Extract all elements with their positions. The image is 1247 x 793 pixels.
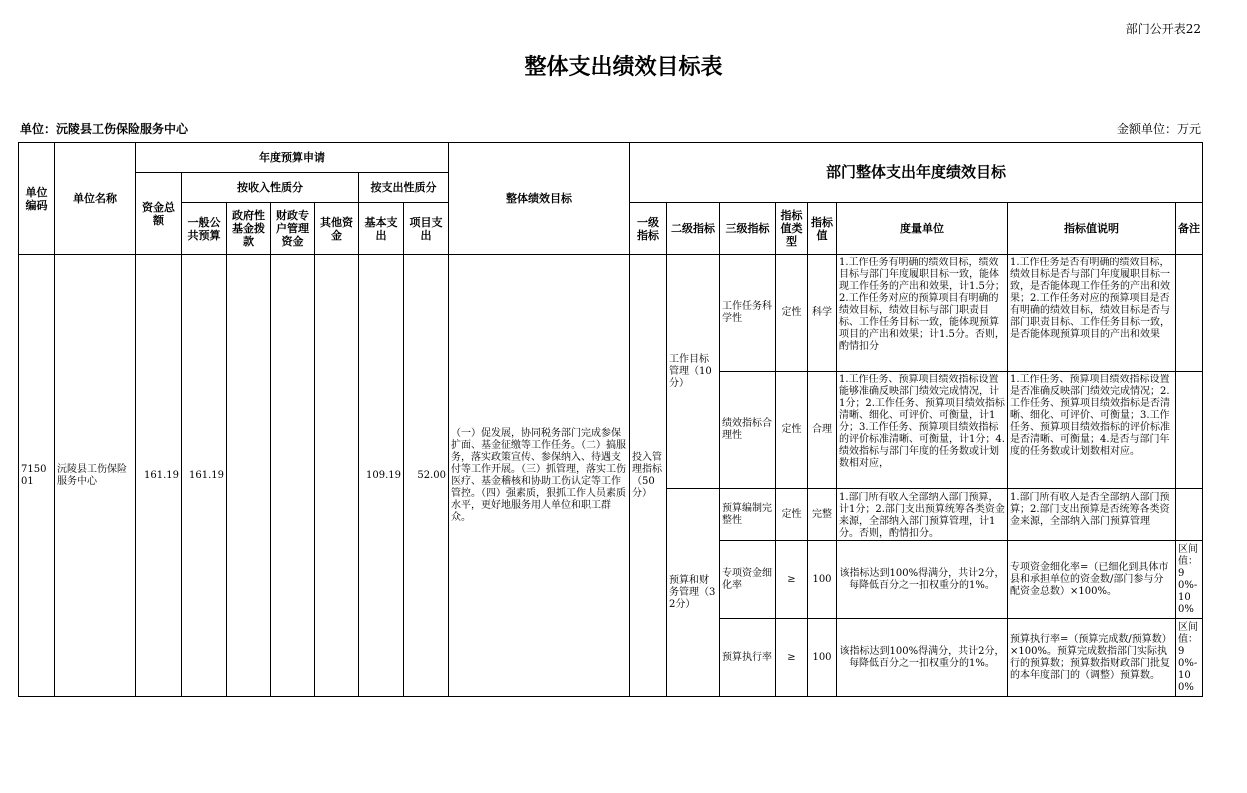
remark-cell [1176,372,1203,489]
measure-cell [837,255,1008,372]
level3-cell: 工作任务科学性 [720,255,776,372]
header-overall-goal: 整体绩效目标 [449,143,630,255]
gov-fund-cell [227,255,271,697]
unit-name-cell: 沅陵县工伤保险服务中心 [55,255,136,697]
header-measure-unit: 度量单位 [837,203,1008,255]
value-type-cell: 定性 [776,489,808,541]
page-number-label: 部门公开表22 [1125,22,1201,36]
measure-text: 1.工作任务有明确的绩效目标，绩效目标与部门年度履职目标一致，能体现工作任务的产出和效果，计1.5分；2.工作任务对应的预算项目有明确的绩效目标，绩效目标与部门职责目标、工作任务目标一致，能体现预算项目的产出和效果；计1.5分。否则，酌情扣分 [839,257,1005,352]
header-unit-name: 单位名称 [55,143,136,255]
measure-text: 1.工作任务、预算项目绩效指标设置能够准确反映部门绩效完成情况，计1分；2.工作任务、预算项目绩效指标清晰、细化、可评价、可衡量，计1分；3.工作任务、预算项目绩效指标的评价标准清晰、可衡量，计1分；4.绩效指标与部门年度的任务数或计划数相对应， [839,374,1005,469]
header-basic-expense: 基本支出 [359,203,404,255]
header-level3: 三级指标 [720,203,776,255]
header-special-fund: 财政专户管理资金 [271,203,315,255]
performance-table [18,142,1203,697]
level3-cell: 绩效指标合理性 [720,372,776,489]
header-by-income: 按收入性质分 [182,173,359,203]
special-fund-cell [271,255,315,697]
header-remark: 备注 [1176,203,1203,255]
header-level1: 一级指标 [630,203,667,255]
basic-expense-cell: 109.19 [359,255,404,697]
value-type-cell: 定性 [776,372,808,489]
level2-cell: 预算和财务管理（32分） [667,489,720,697]
header-gov-fund: 政府性基金拨款 [227,203,271,255]
header-value-desc: 指标值说明 [1008,203,1176,255]
value-desc-cell [1008,489,1176,541]
level3-cell: 预算编制完整性 [720,489,776,541]
header-level2: 二级指标 [667,203,720,255]
value-type-cell: 定性 [776,255,808,372]
value-cell: 合理 [808,372,837,489]
level3-cell: 预算执行率 [720,619,776,697]
value-desc-text: 1.部门所有收入是否全部纳入部门预算；2.部门支出预算是否统筹各类资金来源，全部纳入部门预算管理 [1010,491,1170,527]
value-desc-cell: 专项资金细化率=（已细化到具体市县和承担单位的资金数/部门参与分配资金总数）×100%。 [1008,541,1176,619]
remark-cell: 区间值：90%-100% [1176,541,1203,619]
value-desc-text: 1.工作任务是否有明确的绩效目标，绩效目标是否与部门年度履职目标一致，是否能体现工作任务的产出和效果；2.工作任务对应的预算项目是否有明确的绩效目标，绩效目标是否与部门职责目标、工作任务目标一致，是否能体现预算项目的产出和效果 [1010,257,1170,340]
level1-cell: 投入管理指标（50分） [630,255,667,697]
level2-cell: 工作目标管理（10分） [667,255,720,489]
value-desc-cell [1008,372,1176,489]
value-desc-cell: 预算执行率=（预算完成数/预算数）×100%。预算完成数指部门实际执行的预算数；预算数指财政部门批复的本年度部门的（调整）预算数。 [1008,619,1176,697]
value-cell: 100 [808,619,837,697]
amount-unit-label: 金额单位：万元 [1116,122,1201,136]
header-project-expense: 项目支出 [404,203,449,255]
remark-cell [1176,489,1203,541]
other-funds-cell [315,255,359,697]
value-desc-cell [1008,255,1176,372]
header-unit-code: 单位编码 [19,143,55,255]
measure-cell: 该指标达到100%得满分，共计2分，每降低百分之一扣权重分的1%。 [837,541,1008,619]
header-other-funds: 其他资金 [315,203,359,255]
value-desc-text: 1.工作任务、预算项目绩效指标设置是否准确反映部门绩效完成情况；2.工作任务、预算项目绩效指标是否清晰、细化、可评价、可衡量；3.工作任务、预算项目绩效指标的评价标准是否清晰、可衡量；4.是否与部门年度的任务数或计划数相对应。 [1010,374,1170,457]
table-row [19,255,1203,372]
header-annual-budget: 年度预算申请 [136,143,449,173]
value-cell: 科学 [808,255,837,372]
remark-cell [1176,255,1203,372]
value-cell: 100 [808,541,837,619]
general-public-cell: 161.19 [182,255,227,697]
header-by-expense: 按支出性质分 [359,173,449,203]
page-title: 整体支出绩效目标表 [524,55,723,80]
remark-cell: 区间值：90%-100% [1176,619,1203,697]
total-funds-cell: 161.19 [136,255,182,697]
value-type-cell: ≥ [776,541,808,619]
unit-label: 单位：沅陵县工伤保险服务中心 [20,122,189,136]
unit-code-cell: 715001 [19,255,55,697]
project-expense-cell: 52.00 [404,255,449,697]
measure-cell [837,489,1008,541]
value-type-cell: ≥ [776,619,808,697]
header-value: 指标值 [808,203,837,255]
overall-goal-cell: （一）促发展，协同税务部门完成参保扩面、基金征缴等工作任务。（二）搞服务，落实政策宣传、参保纳入、待遇支付等工作开展。（三）抓管理，落实工伤医疗、基金稽核和协助工伤认定等工作管控。（四）强素质，狠抓工作人员素质水平，更好地服务用人单位和职工群众。 [449,255,630,697]
measure-text: 1.部门所有收入全部纳入部门预算，计1分；2.部门支出预算统筹各类资金来源，全部纳入部门预算管理，计1分。否则，酌情扣分。 [839,491,1005,538]
measure-cell: 该指标达到100%得满分，共计2分，每降低百分之一扣权重分的1%。 [837,619,1008,697]
level3-cell: 专项资金细化率 [720,541,776,619]
header-dept-goal: 部门整体支出年度绩效目标 [630,143,1203,203]
header-general-public: 一般公共预算 [182,203,227,255]
measure-cell [837,372,1008,489]
header-total-funds: 资金总额 [136,173,182,255]
header-value-type: 指标值类型 [776,203,808,255]
value-cell: 完整 [808,489,837,541]
